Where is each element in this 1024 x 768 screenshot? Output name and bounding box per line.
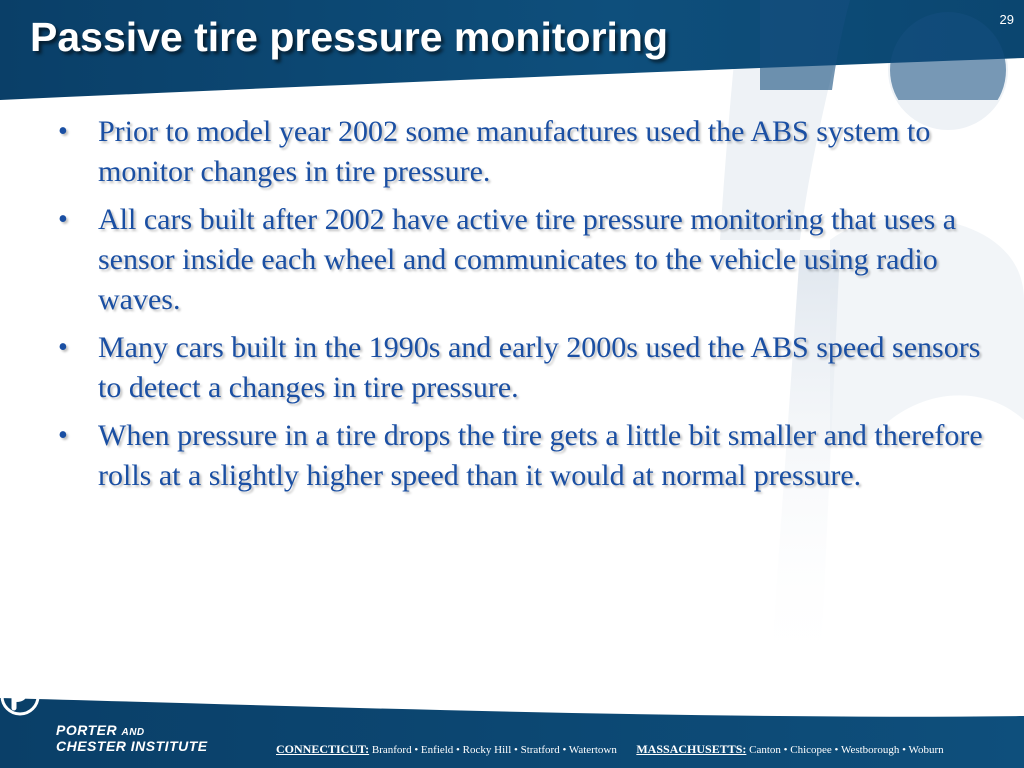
footer bbox=[0, 676, 1024, 768]
bullet-dot-icon: • bbox=[58, 332, 68, 363]
massachusetts-label: MASSACHUSETTS: bbox=[636, 742, 747, 756]
bullet-item bbox=[58, 416, 998, 496]
porter-chester-logo-icon bbox=[0, 676, 40, 716]
bullet-text: When pressure in a tire drops the tire gets a little bit smaller and therefore rolls at a slightly higher speed than it would at normal pressure. bbox=[98, 419, 983, 492]
brand-line-1 bbox=[56, 722, 145, 738]
brand-porter: PORTER bbox=[56, 722, 118, 738]
bullet-dot-icon: • bbox=[58, 116, 68, 147]
bullet-item bbox=[58, 328, 998, 408]
connecticut-label: CONNECTICUT: bbox=[276, 742, 370, 756]
bullet-text: Prior to model year 2002 some manufactures used the ABS system to monitor changes in tire pressure. bbox=[98, 115, 931, 188]
bullet-dot-icon: • bbox=[58, 204, 68, 235]
massachusetts-cities: Canton • Chicopee • Westborough • Woburn bbox=[749, 744, 944, 756]
connecticut-cities: Branford • Enfield • Rocky Hill • Stratford • Watertown bbox=[371, 744, 617, 756]
bullet-item bbox=[58, 200, 998, 320]
bullet-text: All cars built after 2002 have active tire pressure monitoring that uses a sensor inside each wheel and communicates to the vehicle using radio waves. bbox=[98, 203, 957, 316]
bullet-list bbox=[58, 112, 998, 504]
brand-and: AND bbox=[121, 727, 145, 738]
bullet-dot-icon: • bbox=[58, 420, 68, 451]
bullet-item bbox=[58, 112, 998, 192]
bullet-text: Many cars built in the 1990s and early 2000s used the ABS speed sensors to detect a changes in tire pressure. bbox=[98, 331, 981, 404]
header-band bbox=[0, 0, 1024, 100]
campus-locations bbox=[276, 742, 944, 757]
slide-title: Passive tire pressure monitoring bbox=[30, 14, 669, 60]
brand-line-2: CHESTER INSTITUTE bbox=[56, 738, 208, 754]
slide-number: 29 bbox=[999, 12, 1014, 27]
